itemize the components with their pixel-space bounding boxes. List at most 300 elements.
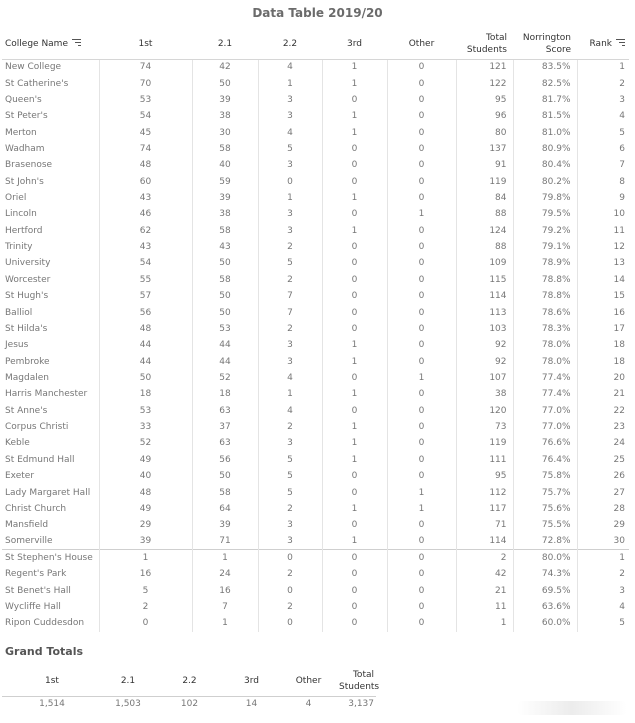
total-students-cell: 95 <box>456 468 513 484</box>
table-row <box>2 370 629 386</box>
table-row <box>2 75 629 91</box>
table-row <box>2 550 629 566</box>
college-name-cell: Oriel <box>5 193 27 204</box>
total-students-cell: 122 <box>456 75 513 91</box>
total-students-cell: 38 <box>456 386 513 402</box>
college-name-cell: Wycliffe Hall <box>5 602 61 613</box>
college-name-cell: Jesus <box>5 340 29 351</box>
first-cell: 54 <box>99 108 192 124</box>
first-cell: 44 <box>99 353 192 369</box>
two-two-cell: 3 <box>258 517 322 533</box>
two-two-cell: 2 <box>258 566 322 582</box>
header-norr-line2: Score <box>545 44 571 55</box>
third-cell: 0 <box>322 92 387 108</box>
college-name-cell: New College <box>5 62 62 73</box>
third-cell: 0 <box>322 370 387 386</box>
total-other: 4 <box>305 699 312 710</box>
other-cell: 0 <box>387 599 456 615</box>
table-row <box>2 403 629 419</box>
two-two-cell: 5 <box>258 468 322 484</box>
other-cell: 0 <box>387 108 456 124</box>
third-cell: 0 <box>322 288 387 304</box>
grand-totals-table <box>2 666 380 712</box>
two-two-cell: 3 <box>258 206 322 222</box>
two-two-cell: 5 <box>258 141 322 157</box>
two-two-cell: 5 <box>258 484 322 500</box>
other-cell: 0 <box>387 92 456 108</box>
two-one-cell: 58 <box>192 223 258 239</box>
two-two-cell: 7 <box>258 288 322 304</box>
norrington-score-cell: 80.2% <box>513 174 577 190</box>
third-cell: 0 <box>322 239 387 255</box>
table-row <box>2 615 629 631</box>
two-two-cell: 2 <box>258 272 322 288</box>
norrington-score-cell: 78.8% <box>513 288 577 304</box>
total-students-cell: 2 <box>456 550 513 566</box>
norrington-score-cell: 79.2% <box>513 223 577 239</box>
third-cell: 1 <box>322 223 387 239</box>
other-cell: 1 <box>387 370 456 386</box>
two-two-cell: 0 <box>258 615 322 631</box>
table-row <box>2 223 629 239</box>
norrington-score-cell: 75.8% <box>513 468 577 484</box>
norrington-score-cell: 80.0% <box>513 550 577 566</box>
table-row <box>2 533 629 549</box>
two-two-cell: 0 <box>258 174 322 190</box>
two-one-cell: 43 <box>192 239 258 255</box>
two-two-cell: 3 <box>258 435 322 451</box>
two-two-cell: 2 <box>258 239 322 255</box>
table-row <box>2 337 629 353</box>
other-cell: 0 <box>387 59 456 75</box>
totals-header-total <box>339 666 380 696</box>
college-name-cell: Corpus Christi <box>5 422 69 433</box>
table-row <box>2 321 629 337</box>
table-row <box>2 174 629 190</box>
norrington-score-cell: 78.3% <box>513 321 577 337</box>
college-name-cell: St Hugh's <box>5 291 49 302</box>
total-students-cell: 114 <box>456 533 513 549</box>
rank-cell: 9 <box>577 190 629 206</box>
rank-cell: 5 <box>577 124 629 140</box>
total-students-cell: 119 <box>456 174 513 190</box>
norrington-score-cell: 82.5% <box>513 75 577 91</box>
college-name-cell: Hertford <box>5 225 43 236</box>
two-one-cell: 38 <box>192 206 258 222</box>
first-cell: 56 <box>99 304 192 320</box>
other-cell: 0 <box>387 353 456 369</box>
other-cell: 0 <box>387 566 456 582</box>
norrington-score-cell: 60.0% <box>513 615 577 631</box>
third-cell: 1 <box>322 108 387 124</box>
first-cell: 43 <box>99 239 192 255</box>
first-cell: 48 <box>99 484 192 500</box>
third-cell: 0 <box>322 517 387 533</box>
rank-cell: 7 <box>577 157 629 173</box>
two-one-cell: 56 <box>192 452 258 468</box>
other-cell: 0 <box>387 517 456 533</box>
total-students-cell: 113 <box>456 304 513 320</box>
table-row <box>2 272 629 288</box>
two-one-cell: 50 <box>192 468 258 484</box>
two-one-cell: 50 <box>192 255 258 271</box>
college-name-cell: Balliol <box>5 307 33 318</box>
table-row <box>2 452 629 468</box>
rank-cell: 22 <box>577 403 629 419</box>
third-cell: 0 <box>322 484 387 500</box>
two-two-cell: 1 <box>258 190 322 206</box>
two-one-cell: 63 <box>192 435 258 451</box>
college-name-cell: Lady Margaret Hall <box>5 487 91 498</box>
total-students-cell: 95 <box>456 92 513 108</box>
third-cell: 1 <box>322 533 387 549</box>
third-cell: 0 <box>322 304 387 320</box>
header-two-one: 2.1 <box>192 29 258 59</box>
norrington-score-cell: 79.5% <box>513 206 577 222</box>
norrington-score-cell: 80.4% <box>513 157 577 173</box>
other-cell: 0 <box>387 124 456 140</box>
other-cell: 0 <box>387 321 456 337</box>
total-students: 3,137 <box>348 699 374 710</box>
college-name-cell: Wadham <box>5 143 45 154</box>
first-cell: 44 <box>99 337 192 353</box>
first-cell: 60 <box>99 174 192 190</box>
table-row <box>2 190 629 206</box>
header-total-line1: Total <box>485 32 507 43</box>
two-one-cell: 58 <box>192 484 258 500</box>
totals-header-total-line1: Total <box>352 669 374 680</box>
total-students-cell: 42 <box>456 566 513 582</box>
totals-header-first: 1st <box>2 666 102 696</box>
table-row <box>2 517 629 533</box>
total-students-cell: 115 <box>456 272 513 288</box>
other-cell: 0 <box>387 550 456 566</box>
two-one-cell: 50 <box>192 304 258 320</box>
rank-cell: 1 <box>577 59 629 75</box>
rank-cell: 1 <box>577 550 629 566</box>
totals-header-two-two: 2.2 <box>154 666 225 696</box>
rank-cell: 24 <box>577 435 629 451</box>
total-students-cell: 92 <box>456 337 513 353</box>
header-norr-line1: Norrington <box>522 32 571 43</box>
first-cell: 70 <box>99 75 192 91</box>
first-cell: 74 <box>99 59 192 75</box>
third-cell: 0 <box>322 255 387 271</box>
rank-cell: 28 <box>577 501 629 517</box>
norrington-score-cell: 78.9% <box>513 255 577 271</box>
rank-cell: 30 <box>577 533 629 549</box>
norrington-score-cell: 80.9% <box>513 141 577 157</box>
two-two-cell: 3 <box>258 223 322 239</box>
third-cell: 1 <box>322 59 387 75</box>
norrington-score-cell: 79.1% <box>513 239 577 255</box>
third-cell: 1 <box>322 419 387 435</box>
two-two-cell: 2 <box>258 419 322 435</box>
norrington-score-cell: 69.5% <box>513 583 577 599</box>
third-cell: 0 <box>322 174 387 190</box>
college-name-cell: Exeter <box>5 471 35 482</box>
third-cell: 0 <box>322 468 387 484</box>
third-cell: 0 <box>322 272 387 288</box>
total-students-cell: 137 <box>456 141 513 157</box>
third-cell: 1 <box>322 75 387 91</box>
norrington-score-cell: 75.7% <box>513 484 577 500</box>
header-first: 1st <box>99 29 192 59</box>
norrington-score-cell: 78.8% <box>513 272 577 288</box>
third-cell: 1 <box>322 452 387 468</box>
norrington-score-cell: 81.0% <box>513 124 577 140</box>
total-students-cell: 119 <box>456 435 513 451</box>
total-two-one: 1,503 <box>115 699 141 710</box>
two-one-cell: 59 <box>192 174 258 190</box>
rank-cell: 13 <box>577 255 629 271</box>
two-one-cell: 58 <box>192 141 258 157</box>
first-cell: 16 <box>99 566 192 582</box>
table-row <box>2 583 629 599</box>
rank-cell: 3 <box>577 92 629 108</box>
totals-header-row <box>2 666 376 696</box>
other-cell: 0 <box>387 533 456 549</box>
other-cell: 0 <box>387 157 456 173</box>
first-cell: 29 <box>99 517 192 533</box>
other-cell: 0 <box>387 272 456 288</box>
total-students-cell: 91 <box>456 157 513 173</box>
two-two-cell: 3 <box>258 108 322 124</box>
two-two-cell: 2 <box>258 321 322 337</box>
rank-cell: 16 <box>577 304 629 320</box>
two-one-cell: 30 <box>192 124 258 140</box>
norrington-score-cell: 77.4% <box>513 370 577 386</box>
two-one-cell: 44 <box>192 353 258 369</box>
third-cell: 0 <box>322 599 387 615</box>
header-rank[interactable] <box>577 29 629 59</box>
total-students-cell: 88 <box>456 239 513 255</box>
total-students-cell: 107 <box>456 370 513 386</box>
total-students-cell: 117 <box>456 501 513 517</box>
norrington-score-cell: 76.6% <box>513 435 577 451</box>
two-one-cell: 39 <box>192 190 258 206</box>
total-third: 14 <box>245 699 258 710</box>
first-cell: 54 <box>99 255 192 271</box>
norrington-score-cell: 81.5% <box>513 108 577 124</box>
total-students-cell: 11 <box>456 599 513 615</box>
third-cell: 0 <box>322 403 387 419</box>
college-name-cell: Somerville <box>5 536 53 547</box>
first-cell: 53 <box>99 403 192 419</box>
two-one-cell: 37 <box>192 419 258 435</box>
college-name-cell: Ripon Cuddesdon <box>5 618 85 629</box>
rank-cell: 20 <box>577 370 629 386</box>
rank-cell: 3 <box>577 583 629 599</box>
other-cell: 1 <box>387 206 456 222</box>
college-name-cell: Mansfield <box>5 520 49 531</box>
college-name-cell: St Edmund Hall <box>5 454 75 465</box>
third-cell: 1 <box>322 501 387 517</box>
header-college-name[interactable] <box>2 29 99 59</box>
table-row <box>2 255 629 271</box>
two-one-cell: 1 <box>192 550 258 566</box>
two-two-cell: 0 <box>258 550 322 566</box>
two-one-cell: 44 <box>192 337 258 353</box>
table-row <box>2 141 629 157</box>
total-students-cell: 1 <box>456 615 513 631</box>
other-cell: 0 <box>387 239 456 255</box>
totals-header-two-one: 2.1 <box>102 666 154 696</box>
table-row <box>2 108 629 124</box>
other-cell: 0 <box>387 583 456 599</box>
norrington-score-cell: 75.6% <box>513 501 577 517</box>
table-row <box>2 386 629 402</box>
table-row <box>2 419 629 435</box>
header-total-line2: Students <box>466 44 507 55</box>
rank-cell: 5 <box>577 615 629 631</box>
table-row <box>2 484 629 500</box>
totals-row <box>2 696 376 712</box>
rank-cell: 8 <box>577 174 629 190</box>
two-one-cell: 52 <box>192 370 258 386</box>
third-cell: 1 <box>322 353 387 369</box>
rank-cell: 27 <box>577 484 629 500</box>
total-students-cell: 103 <box>456 321 513 337</box>
total-students-cell: 120 <box>456 403 513 419</box>
norrington-score-cell: 75.5% <box>513 517 577 533</box>
rank-cell: 2 <box>577 566 629 582</box>
header-two-two: 2.2 <box>258 29 322 59</box>
table-row <box>2 124 629 140</box>
two-one-cell: 24 <box>192 566 258 582</box>
table-row <box>2 206 629 222</box>
first-cell: 48 <box>99 157 192 173</box>
third-cell: 0 <box>322 206 387 222</box>
college-name-cell: Regent's Park <box>5 569 67 580</box>
rank-cell: 4 <box>577 599 629 615</box>
grand-totals-title: Grand Totals <box>5 645 84 658</box>
third-cell: 0 <box>322 583 387 599</box>
third-cell: 1 <box>322 337 387 353</box>
totals-header-total-line2: Students <box>339 681 380 692</box>
two-one-cell: 38 <box>192 108 258 124</box>
college-name-cell: St Anne's <box>5 405 48 416</box>
watermark-fade <box>517 701 627 715</box>
total-students-cell: 121 <box>456 59 513 75</box>
total-students-cell: 71 <box>456 517 513 533</box>
norrington-score-cell: 77.0% <box>513 403 577 419</box>
totals-header-third: 3rd <box>225 666 278 696</box>
two-one-cell: 53 <box>192 321 258 337</box>
two-two-cell: 4 <box>258 370 322 386</box>
other-cell: 0 <box>387 337 456 353</box>
first-cell: 49 <box>99 452 192 468</box>
table-row <box>2 304 629 320</box>
total-students-cell: 111 <box>456 452 513 468</box>
rank-cell: 18 <box>577 353 629 369</box>
table-header-row <box>2 29 629 59</box>
first-cell: 39 <box>99 533 192 549</box>
college-name-cell: St Catherine's <box>5 78 69 89</box>
other-cell: 0 <box>387 141 456 157</box>
first-cell: 40 <box>99 468 192 484</box>
other-cell: 0 <box>387 452 456 468</box>
college-name-cell: Worcester <box>5 274 51 285</box>
total-first: 1,514 <box>39 699 65 710</box>
rank-cell: 2 <box>577 75 629 91</box>
third-cell: 0 <box>322 566 387 582</box>
first-cell: 49 <box>99 501 192 517</box>
first-cell: 18 <box>99 386 192 402</box>
header-other: Other <box>387 29 456 59</box>
third-cell: 0 <box>322 141 387 157</box>
table-row <box>2 599 629 615</box>
norrington-score-cell: 78.0% <box>513 337 577 353</box>
other-cell: 0 <box>387 615 456 631</box>
first-cell: 57 <box>99 288 192 304</box>
rank-cell: 25 <box>577 452 629 468</box>
page-title: Data Table 2019/20 <box>252 6 383 20</box>
college-name-cell: Trinity <box>5 242 33 253</box>
other-cell: 0 <box>387 223 456 239</box>
college-name-cell: St Benet's Hall <box>5 585 71 596</box>
two-one-cell: 71 <box>192 533 258 549</box>
table-row <box>2 468 629 484</box>
table-row <box>2 239 629 255</box>
two-two-cell: 0 <box>258 583 322 599</box>
table-row <box>2 353 629 369</box>
two-two-cell: 3 <box>258 353 322 369</box>
college-name-cell: Brasenose <box>5 160 53 171</box>
college-name-cell: St Stephen's House <box>2 550 99 566</box>
college-name-cell: St John's <box>5 176 44 187</box>
college-name-cell: Pembroke <box>5 356 50 367</box>
rank-cell: 15 <box>577 288 629 304</box>
table-body <box>2 59 629 632</box>
first-cell: 33 <box>99 419 192 435</box>
rank-cell: 26 <box>577 468 629 484</box>
norrington-score-cell: 63.6% <box>513 599 577 615</box>
two-one-cell: 39 <box>192 517 258 533</box>
college-name-cell: Magdalen <box>5 373 49 383</box>
two-two-cell: 3 <box>258 157 322 173</box>
rank-cell: 6 <box>577 141 629 157</box>
rank-cell: 29 <box>577 517 629 533</box>
total-students-cell: 124 <box>456 223 513 239</box>
third-cell: 1 <box>322 190 387 206</box>
college-name-cell: Keble <box>5 438 30 449</box>
first-cell: 50 <box>99 370 192 386</box>
other-cell: 0 <box>387 403 456 419</box>
sort-icon[interactable] <box>616 39 625 47</box>
rank-cell: 17 <box>577 321 629 337</box>
norrington-score-cell: 77.4% <box>513 386 577 402</box>
other-cell: 0 <box>387 174 456 190</box>
two-two-cell: 3 <box>258 337 322 353</box>
sort-icon[interactable] <box>72 39 81 47</box>
two-one-cell: 50 <box>192 75 258 91</box>
third-cell: 0 <box>322 615 387 631</box>
total-students-cell: 112 <box>456 484 513 500</box>
third-cell: 0 <box>322 321 387 337</box>
two-one-cell: 42 <box>192 59 258 75</box>
total-students-cell: 84 <box>456 190 513 206</box>
other-cell: 0 <box>387 386 456 402</box>
college-name-cell: St Peter's <box>5 111 48 122</box>
norrington-score-cell: 83.5% <box>513 59 577 75</box>
other-cell: 0 <box>387 75 456 91</box>
other-cell: 1 <box>387 501 456 517</box>
first-cell: 53 <box>99 92 192 108</box>
norrington-score-cell: 72.8% <box>513 533 577 549</box>
two-two-cell: 1 <box>258 75 322 91</box>
other-cell: 1 <box>387 484 456 500</box>
